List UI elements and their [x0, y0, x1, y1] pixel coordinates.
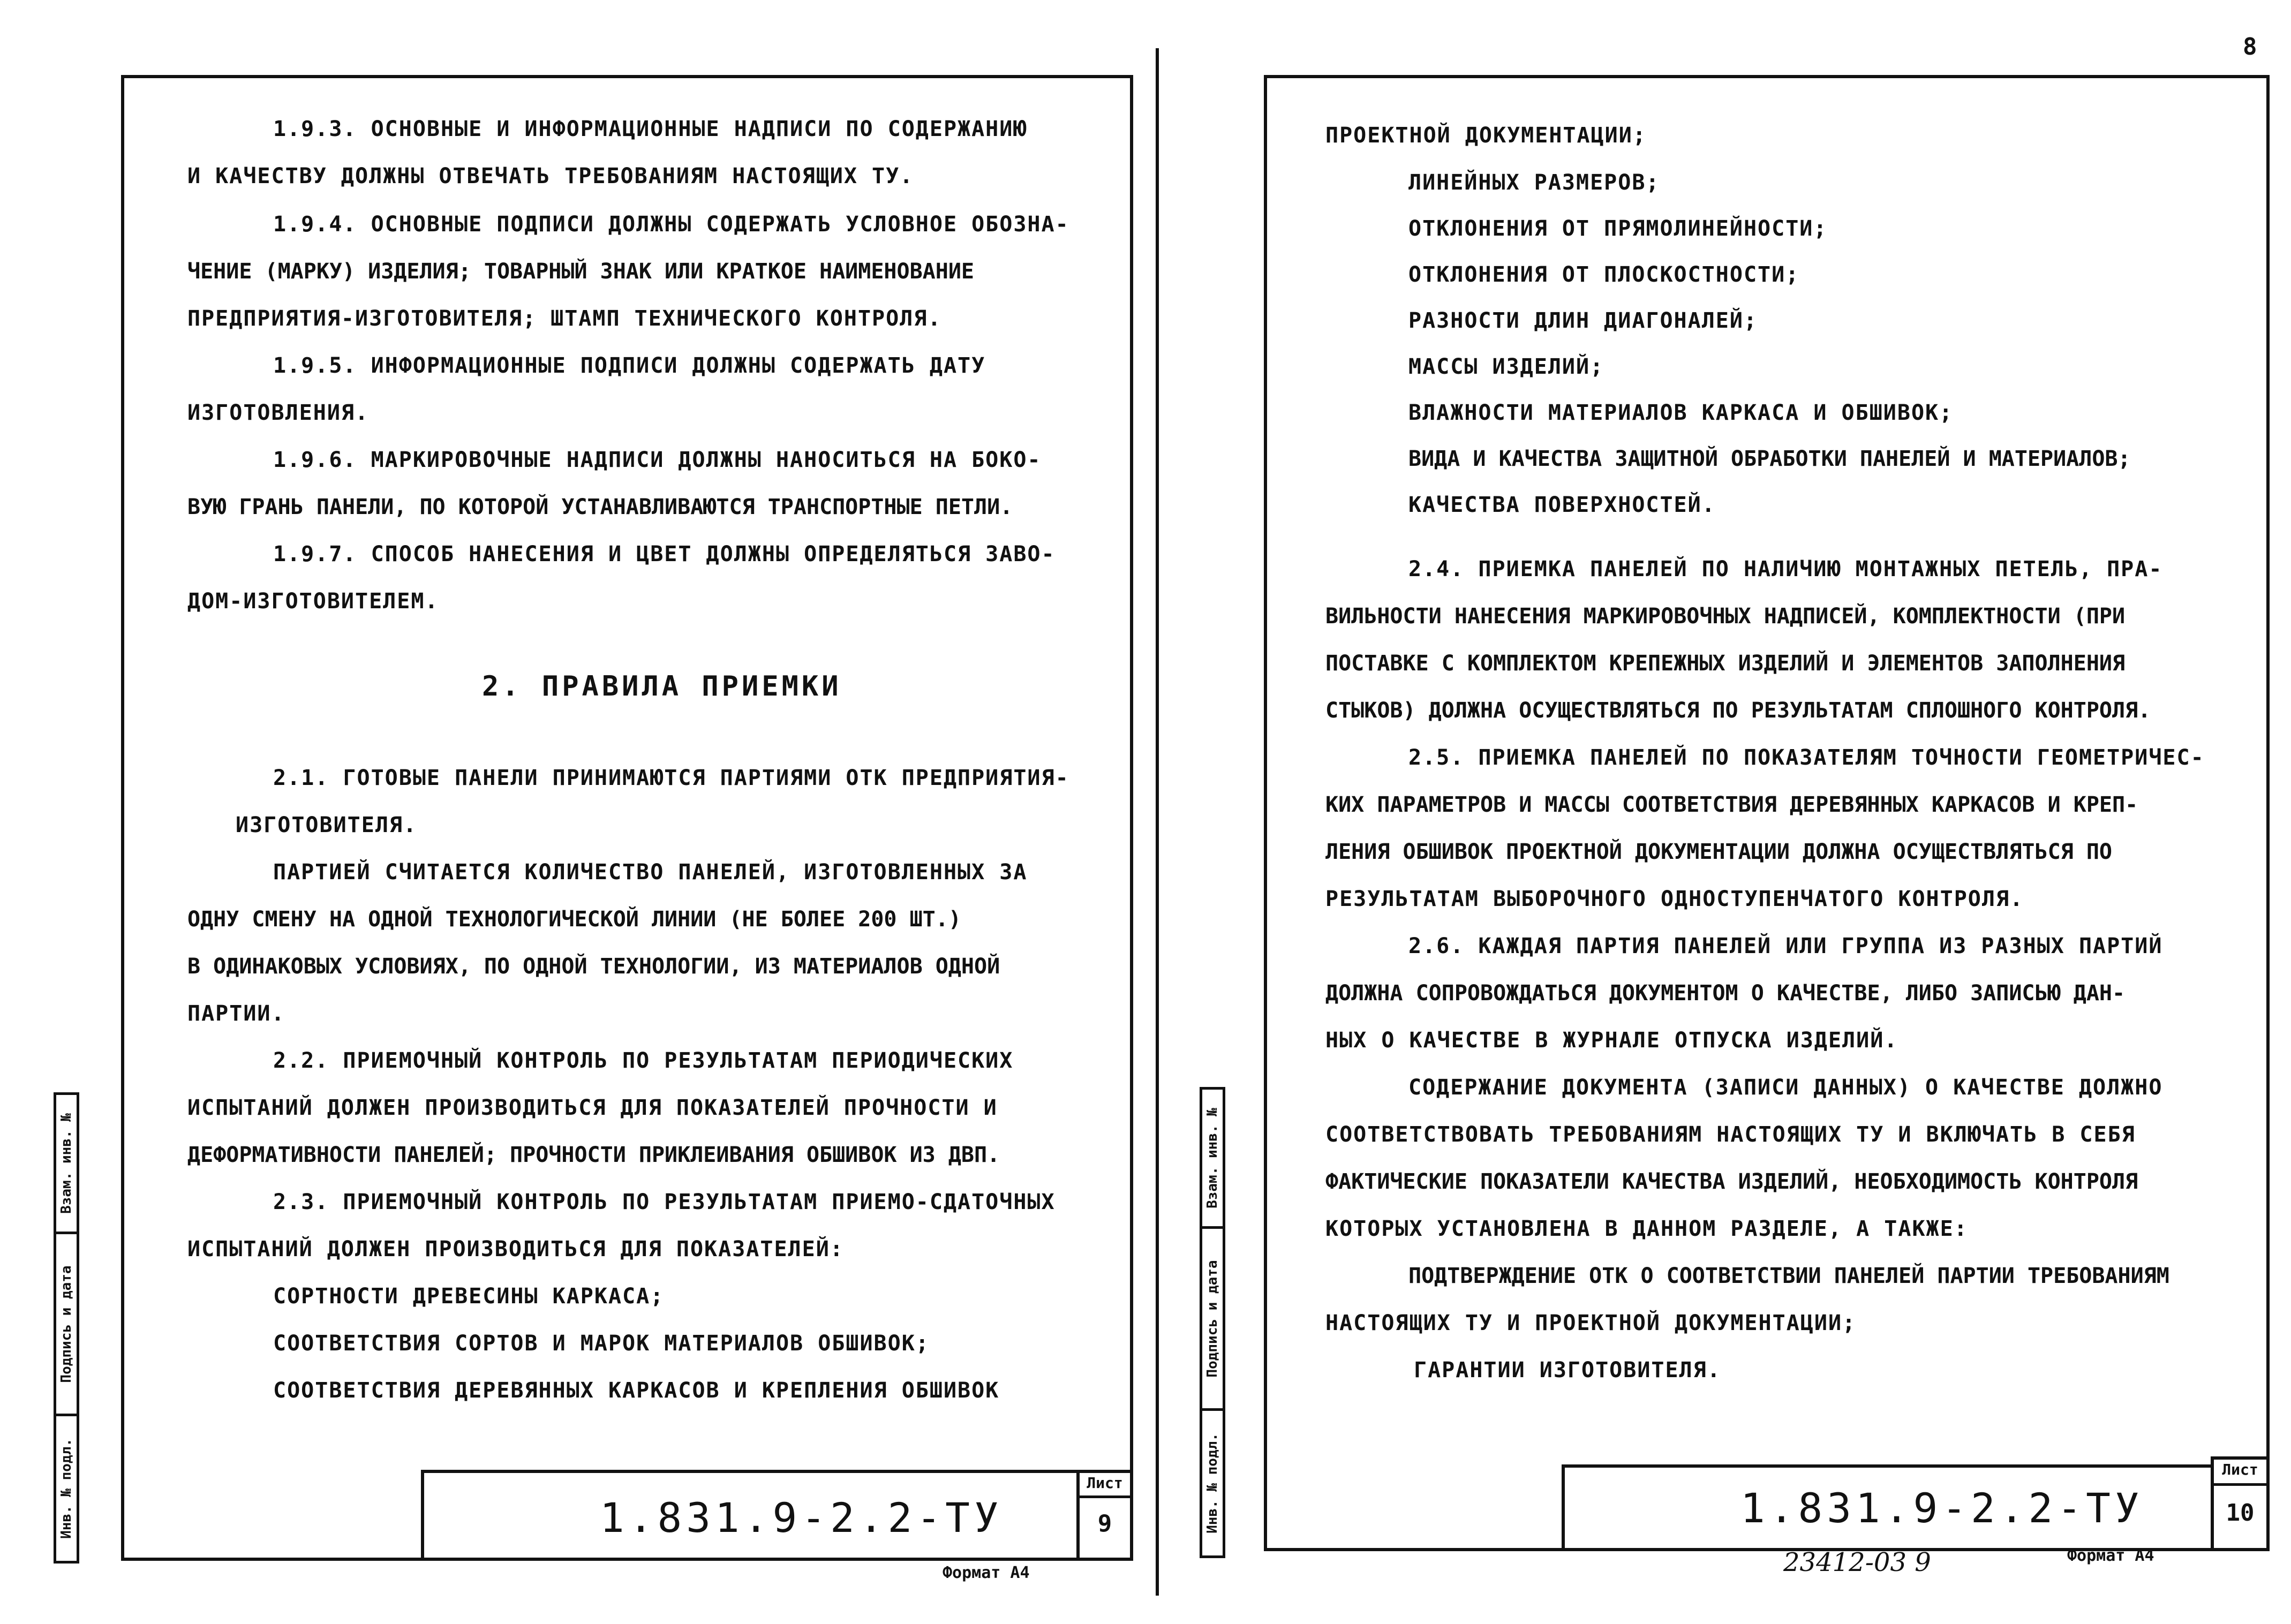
text-line: КОТОРЫХ УСТАНОВЛЕНА В ДАННОМ РАЗДЕЛЕ, А ТАКЖЕ:	[1325, 1217, 1968, 1241]
right-document-code: 1.831.9-2.2-ТУ	[1740, 1484, 2144, 1532]
right-sheet-label: Лист	[2222, 1461, 2258, 1478]
text-line: 2.1. ГОТОВЫЕ ПАНЕЛИ ПРИНИМАЮТСЯ ПАРТИЯМИ ОТК ПРЕДПРИЯТИЯ-	[273, 766, 1069, 790]
text-line: ИЗГОТОВИТЕЛЯ.	[236, 813, 418, 837]
text-line: РАЗНОСТИ ДЛИН ДИАГОНАЛЕЙ;	[1408, 308, 1758, 333]
text-line: ОТКЛОНЕНИЯ ОТ ПРЯМОЛИНЕЙНОСТИ;	[1408, 216, 1828, 241]
right-podpis-data-label: Подпись и дата	[1204, 1259, 1220, 1378]
right-vzam-inv-cell	[1200, 1087, 1225, 1229]
left-podpis-data-label: Подпись и дата	[58, 1265, 74, 1383]
text-line: ЛИНЕЙНЫХ РАЗМЕРОВ;	[1408, 170, 1660, 195]
text-line: ДОЛЖНА СОПРОВОЖДАТЬСЯ ДОКУМЕНТОМ О КАЧЕСТВЕ, ЛИБО ЗАПИСЬЮ ДАН-	[1325, 981, 2126, 1006]
right-sheet-cell-rule	[2211, 1483, 2270, 1486]
text-line: 1.9.6. МАРКИРОВОЧНЫЕ НАДПИСИ ДОЛЖНЫ НАНОСИТЬСЯ НА БОКО-	[273, 448, 1042, 472]
text-line: ГАРАНТИИ ИЗГОТОВИТЕЛЯ.	[1414, 1358, 1721, 1383]
text-line: ДЕФОРМАТИВНОСТИ ПАНЕЛЕЙ; ПРОЧНОСТИ ПРИКЛЕИВАНИЯ ОБШИВОК ИЗ ДВП.	[187, 1143, 1000, 1167]
left-vzam-inv-cell	[54, 1092, 79, 1234]
text-line: СОРТНОСТИ ДРЕВЕСИНЫ КАРКАСА;	[273, 1284, 665, 1309]
text-line: СООТВЕТСТВИЯ ДЕРЕВЯННЫХ КАРКАСОВ И КРЕПЛЕНИЯ ОБШИВОК	[273, 1378, 1000, 1403]
text-line: СООТВЕТСТВИЯ СОРТОВ И МАРОК МАТЕРИАЛОВ ОБШИВОК;	[273, 1331, 930, 1356]
text-line: КАЧЕСТВА ПОВЕРХНОСТЕЙ.	[1408, 493, 1716, 517]
text-line: 1.9.3. ОСНОВНЫЕ И ИНФОРМАЦИОННЫЕ НАДПИСИ ПО СОДЕРЖАНИЮ	[273, 117, 1028, 141]
text-line: НЫХ О КАЧЕСТВЕ В ЖУРНАЛЕ ОТПУСКА ИЗДЕЛИЙ.	[1325, 1028, 1898, 1053]
text-line: 1.9.4. ОСНОВНЫЕ ПОДПИСИ ДОЛЖНЫ СОДЕРЖАТЬ УСЛОВНОЕ ОБОЗНА-	[273, 212, 1069, 237]
text-line: И КАЧЕСТВУ ДОЛЖНЫ ОТВЕЧАТЬ ТРЕБОВАНИЯМ НАСТОЯЩИХ ТУ.	[187, 164, 914, 188]
text-line: ПАРТИИ.	[187, 1001, 285, 1026]
left-inv-podl-label: Инв. № подл.	[58, 1438, 74, 1539]
section-heading: 2. ПРАВИЛА ПРИЕМКИ	[482, 670, 842, 703]
top-page-number: 8	[2243, 33, 2257, 61]
text-line: КИХ ПАРАМЕТРОВ И МАССЫ СООТВЕТСТВИЯ ДЕРЕВЯННЫХ КАРКАСОВ И КРЕП-	[1325, 792, 2138, 817]
text-line: СОДЕРЖАНИЕ ДОКУМЕНТА (ЗАПИСИ ДАННЫХ) О КАЧЕСТВЕ ДОЛЖНО	[1408, 1075, 2163, 1100]
text-line: СООТВЕТСТВОВАТЬ ТРЕБОВАНИЯМ НАСТОЯЩИХ ТУ И ВКЛЮЧАТЬ В СЕБЯ	[1325, 1122, 2136, 1147]
text-line: ОДНУ СМЕНУ НА ОДНОЙ ТЕХНОЛОГИЧЕСКОЙ ЛИНИИ (НЕ БОЛЕЕ 200 ШТ.)	[187, 907, 961, 932]
left-sheet-number: 9	[1097, 1510, 1112, 1537]
text-line: 2.6. КАЖДАЯ ПАРТИЯ ПАНЕЛЕЙ ИЛИ ГРУППА ИЗ РАЗНЫХ ПАРТИЙ	[1408, 934, 2163, 958]
text-line: ПРОЕКТНОЙ ДОКУМЕНТАЦИИ;	[1325, 123, 1647, 148]
text-line: ФАКТИЧЕСКИЕ ПОКАЗАТЕЛИ КАЧЕСТВА ИЗДЕЛИЙ, НЕОБХОДИМОСТЬ КОНТРОЛЯ	[1325, 1169, 2138, 1194]
text-line: 2.4. ПРИЕМКА ПАНЕЛЕЙ ПО НАЛИЧИЮ МОНТАЖНЫХ ПЕТЕЛЬ, ПРА-	[1408, 557, 2163, 581]
text-line: ВИДА И КАЧЕСТВА ЗАЩИТНОЙ ОБРАБОТКИ ПАНЕЛЕЙ И МАТЕРИАЛОВ;	[1408, 447, 2131, 471]
left-sheet-cell-rule	[1076, 1495, 1133, 1498]
right-format-label: Формат А4	[2067, 1546, 2154, 1565]
text-line: 2.2. ПРИЕМОЧНЫЙ КОНТРОЛЬ ПО РЕЗУЛЬТАТАМ ПЕРИОДИЧЕСКИХ	[273, 1048, 1014, 1073]
text-line: ВИЛЬНОСТИ НАНЕСЕНИЯ МАРКИРОВОЧНЫХ НАДПИСЕЙ, КОМПЛЕКТНОСТИ (ПРИ	[1325, 604, 2126, 629]
text-line: ПОСТАВКЕ С КОМПЛЕКТОМ КРЕПЕЖНЫХ ИЗДЕЛИЙ И ЭЛЕМЕНТОВ ЗАПОЛНЕНИЯ	[1325, 651, 2126, 676]
right-inv-podl-label: Инв. № подл.	[1204, 1433, 1220, 1534]
text-line: ИСПЫТАНИЙ ДОЛЖЕН ПРОИЗВОДИТЬСЯ ДЛЯ ПОКАЗАТЕЛЕЙ ПРОЧНОСТИ И	[187, 1096, 998, 1120]
text-line: ИЗГОТОВЛЕНИЯ.	[187, 401, 370, 425]
text-line: СТЫКОВ) ДОЛЖНА ОСУЩЕСТВЛЯТЬСЯ ПО РЕЗУЛЬТАТАМ СПЛОШНОГО КОНТРОЛЯ.	[1325, 698, 2151, 723]
right-vzam-inv-label: Взам. инв. №	[1204, 1107, 1220, 1208]
text-line: ДОМ-ИЗГОТОВИТЕЛЕМ.	[187, 589, 439, 614]
right-sheet-number: 10	[2226, 1499, 2255, 1527]
text-line: ЛЕНИЯ ОБШИВОК ПРОЕКТНОЙ ДОКУМЕНТАЦИИ ДОЛЖНА ОСУЩЕСТВЛЯТЬСЯ ПО	[1325, 840, 2113, 864]
right-podpis-data-cell	[1200, 1226, 1225, 1411]
text-line: РЕЗУЛЬТАТАМ ВЫБОРОЧНОГО ОДНОСТУПЕНЧАТОГО КОНТРОЛЯ.	[1325, 887, 2024, 911]
text-line: ПРЕДПРИЯТИЯ-ИЗГОТОВИТЕЛЯ; ШТАМП ТЕХНИЧЕСКОГО КОНТРОЛЯ.	[187, 306, 942, 331]
left-format-label: Формат А4	[943, 1563, 1030, 1582]
page-divider	[1156, 48, 1159, 1596]
text-line: 2.3. ПРИЕМОЧНЫЙ КОНТРОЛЬ ПО РЕЗУЛЬТАТАМ ПРИЕМО-СДАТОЧНЫХ	[273, 1190, 1056, 1214]
text-line: 1.9.7. СПОСОБ НАНЕСЕНИЯ И ЦВЕТ ДОЛЖНЫ ОПРЕДЕЛЯТЬСЯ ЗАВО-	[273, 542, 1056, 566]
right-inv-podl-cell	[1200, 1408, 1225, 1558]
text-line: 1.9.5. ИНФОРМАЦИОННЫЕ ПОДПИСИ ДОЛЖНЫ СОДЕРЖАТЬ ДАТУ	[273, 353, 986, 378]
text-line: ВЛАЖНОСТИ МАТЕРИАЛОВ КАРКАСА И ОБШИВОК;	[1408, 401, 1954, 425]
text-line: В ОДИНАКОВЫХ УСЛОВИЯХ, ПО ОДНОЙ ТЕХНОЛОГИИ, ИЗ МАТЕРИАЛОВ ОДНОЙ	[187, 954, 1000, 979]
text-line: ИСПЫТАНИЙ ДОЛЖЕН ПРОИЗВОДИТЬСЯ ДЛЯ ПОКАЗАТЕЛЕЙ:	[187, 1237, 844, 1262]
left-inv-podl-cell	[54, 1414, 79, 1563]
text-line: ПОДТВЕРЖДЕНИЕ ОТК О СООТВЕТСТВИИ ПАНЕЛЕЙ ПАРТИИ ТРЕБОВАНИЯМ	[1408, 1264, 2169, 1288]
text-line: ВУЮ ГРАНЬ ПАНЕЛИ, ПО КОТОРОЙ УСТАНАВЛИВАЮТСЯ ТРАНСПОРТНЫЕ ПЕТЛИ.	[187, 495, 1013, 519]
text-line: ЧЕНИЕ (МАРКУ) ИЗДЕЛИЯ; ТОВАРНЫЙ ЗНАК ИЛИ КРАТКОЕ НАИМЕНОВАНИЕ	[187, 259, 975, 284]
left-document-code: 1.831.9-2.2-ТУ	[600, 1494, 1003, 1542]
text-line: 2.5. ПРИЕМКА ПАНЕЛЕЙ ПО ПОКАЗАТЕЛЯМ ТОЧНОСТИ ГЕОМЕТРИЧЕС-	[1408, 745, 2205, 770]
text-line: ОТКЛОНЕНИЯ ОТ ПЛОСКОСТНОСТИ;	[1408, 262, 1800, 287]
text-line: ПАРТИЕЙ СЧИТАЕТСЯ КОЛИЧЕСТВО ПАНЕЛЕЙ, ИЗГОТОВЛЕННЫХ ЗА	[273, 860, 1028, 885]
left-podpis-data-cell	[54, 1232, 79, 1416]
left-vzam-inv-label: Взам. инв. №	[58, 1113, 74, 1214]
handwritten-note: 23412-03 9	[1783, 1547, 1931, 1577]
left-sheet-label: Лист	[1087, 1474, 1123, 1492]
text-line: МАССЫ ИЗДЕЛИЙ;	[1408, 354, 1604, 379]
text-line: НАСТОЯЩИХ ТУ И ПРОЕКТНОЙ ДОКУМЕНТАЦИИ;	[1325, 1311, 1857, 1335]
